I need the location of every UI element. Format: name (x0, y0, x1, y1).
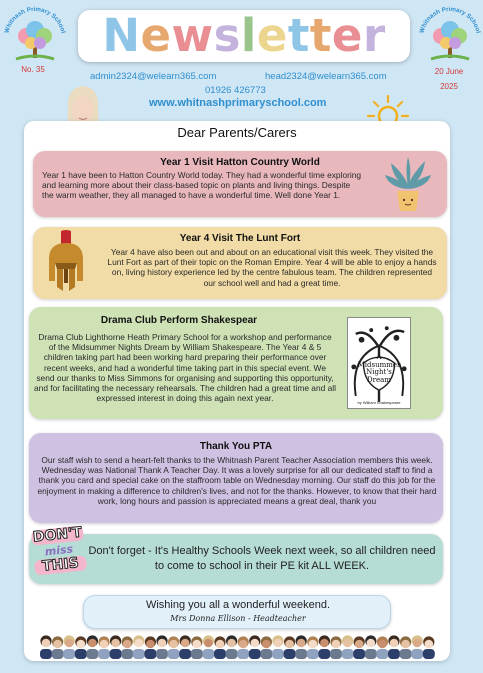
staff-member (423, 636, 435, 659)
staff-member (40, 635, 52, 659)
staff-member (110, 635, 122, 659)
signoff-wish: Wishing you all a wonderful weekend. (145, 599, 331, 611)
staff-member (144, 636, 156, 659)
drama-section (29, 307, 443, 419)
book-title-line2: Midsummer (357, 360, 401, 369)
staff-member (249, 635, 261, 659)
staff-member (179, 635, 191, 659)
title-letter: e (331, 9, 363, 62)
midsummer-book-cover-icon (347, 317, 411, 409)
staff-member (226, 635, 238, 659)
staff-member (330, 636, 342, 659)
title-letter: w (171, 9, 214, 62)
staff-member (202, 635, 214, 659)
potted-plant-icon (385, 155, 431, 213)
year1-section (33, 151, 447, 217)
salutation: Dear Parents/Carers (177, 125, 297, 140)
svg-text:Whitnash Primary School: Whitnash Primary School (3, 5, 67, 34)
staff-member (376, 636, 388, 659)
headteacher-signature: Mrs Donna Ellison - Headteacher (170, 614, 306, 623)
issue-date-day: 20 June (434, 67, 464, 76)
title-letter: l (240, 9, 257, 62)
badge-line1: DON'T (32, 524, 83, 546)
staff-member (63, 635, 75, 659)
issue-number: No. 35 (21, 65, 45, 74)
dont-miss-this-badge-icon (32, 524, 85, 582)
staff-member (318, 635, 330, 659)
book-author: by William Shakespeare (357, 400, 401, 405)
book-title (348, 354, 410, 384)
head-email-link[interactable]: head2324@welearn365.com (265, 71, 387, 82)
badge-line3: THIS (34, 555, 87, 575)
staff-member (237, 636, 249, 659)
admin-email-link[interactable]: admin2324@welearn365.com (90, 71, 217, 82)
staff-member (388, 635, 400, 659)
newsletter-title (102, 10, 385, 62)
title-letter: e (140, 9, 172, 62)
drama-body: Drama Club Lighthorne Heath Primary School for a workshop and performance of the Midsummer Nights Dream by William Shakespeare. The Year 4 & 5 children taking part had been working hard preparing their performance over recent weeks, and had a wonderful time taking part in this special event. We send our thanks to Miss Simmons for organising and supporting this opportunity, and for facilitating the necessary rehearsals. The children had a great time and all expressed interest in doing this again next year. (34, 332, 336, 404)
issue-date (421, 66, 477, 92)
title-letter: t (309, 9, 332, 62)
staff-member (214, 636, 226, 659)
issue-date-year: 2025 (440, 82, 458, 91)
staff-group-icon (40, 633, 440, 659)
staff-member (272, 635, 284, 659)
staff-member (98, 636, 110, 659)
pta-section (29, 433, 443, 523)
signoff-box (83, 595, 391, 629)
staff-member (121, 636, 133, 659)
newsletter-title-box (78, 10, 410, 62)
staff-member (411, 635, 423, 659)
year1-title: Year 1 Visit Hatton Country World (160, 157, 320, 168)
staff-member (133, 635, 145, 659)
healthy-schools-section (29, 524, 443, 584)
website-link[interactable]: www.whitnashprimaryschool.com (149, 97, 327, 109)
school-tree-logo-icon-left (2, 4, 68, 66)
year4-section (33, 227, 447, 299)
badge-line2: miss (44, 542, 74, 559)
svg-text:Whitnash Primary School: Whitnash Primary School (418, 5, 482, 34)
title-letter: r (362, 9, 386, 62)
book-title-line3: Night's (366, 368, 392, 376)
school-tree-logo-icon-right (417, 4, 483, 66)
year4-body: Year 4 have also been out and about on an educational visit this week. They visited the Lunt Fort as part of their topic on the Roman Empire. Year 4 will be able to enjoy a hands on, living history experience led by the centre fabulous team. The children represented our school well and had a great time. (107, 247, 437, 288)
book-title-line4: Dream (367, 375, 391, 384)
roman-helmet-icon (41, 229, 91, 295)
title-letter: N (102, 9, 141, 62)
staff-member (191, 636, 203, 659)
staff-member (52, 636, 64, 659)
title-letter: e (256, 9, 288, 62)
year1-body: Year 1 have been to Hatton Country World today. They had a wonderful time exploring and learning more about their class-based topic on plants and living things. Despite the warm weather, they all managed to have a wonderful time. Well done Year 1. (42, 170, 362, 201)
staff-member (156, 635, 168, 659)
book-title-line1: A (376, 353, 382, 361)
phone-number: 01926 426773 (205, 85, 266, 96)
healthy-schools-text: Don't forget - It's Healthy Schools Week next week, so all children need to come to school in their PE kit ALL WEEK. (88, 545, 436, 572)
staff-member (260, 636, 272, 659)
staff-member (307, 636, 319, 659)
staff-member (353, 636, 365, 659)
staff-member (342, 635, 354, 659)
drama-title: Drama Club Perform Shakespear (100, 315, 258, 326)
staff-member (86, 635, 98, 659)
title-letter: s (213, 9, 241, 62)
staff-member (295, 635, 307, 659)
staff-member (284, 636, 296, 659)
staff-member (168, 636, 180, 659)
year4-title: Year 4 Visit The Lunt Fort (179, 233, 301, 244)
pta-title: Thank You PTA (199, 441, 273, 452)
pta-body: Our staff wish to send a heart-felt thanks to the Whitnash Parent Teacher Association members this week. Wednesday was National Thank A Teacher Day. It was a lovely surprise for all our dedicated staff to find a thank you card and special cake on the staffroom table on Wednesday morning. Our staff do this job for the enjoyment in making a difference to children's lives, and not for the thanks. However, to know that their hard work, long hours and passion is appreciated means a great deal, thank you (37, 455, 437, 506)
staff-member (365, 635, 377, 659)
staff-member (75, 636, 87, 659)
staff-member (400, 636, 412, 659)
title-letter: t (287, 9, 310, 62)
